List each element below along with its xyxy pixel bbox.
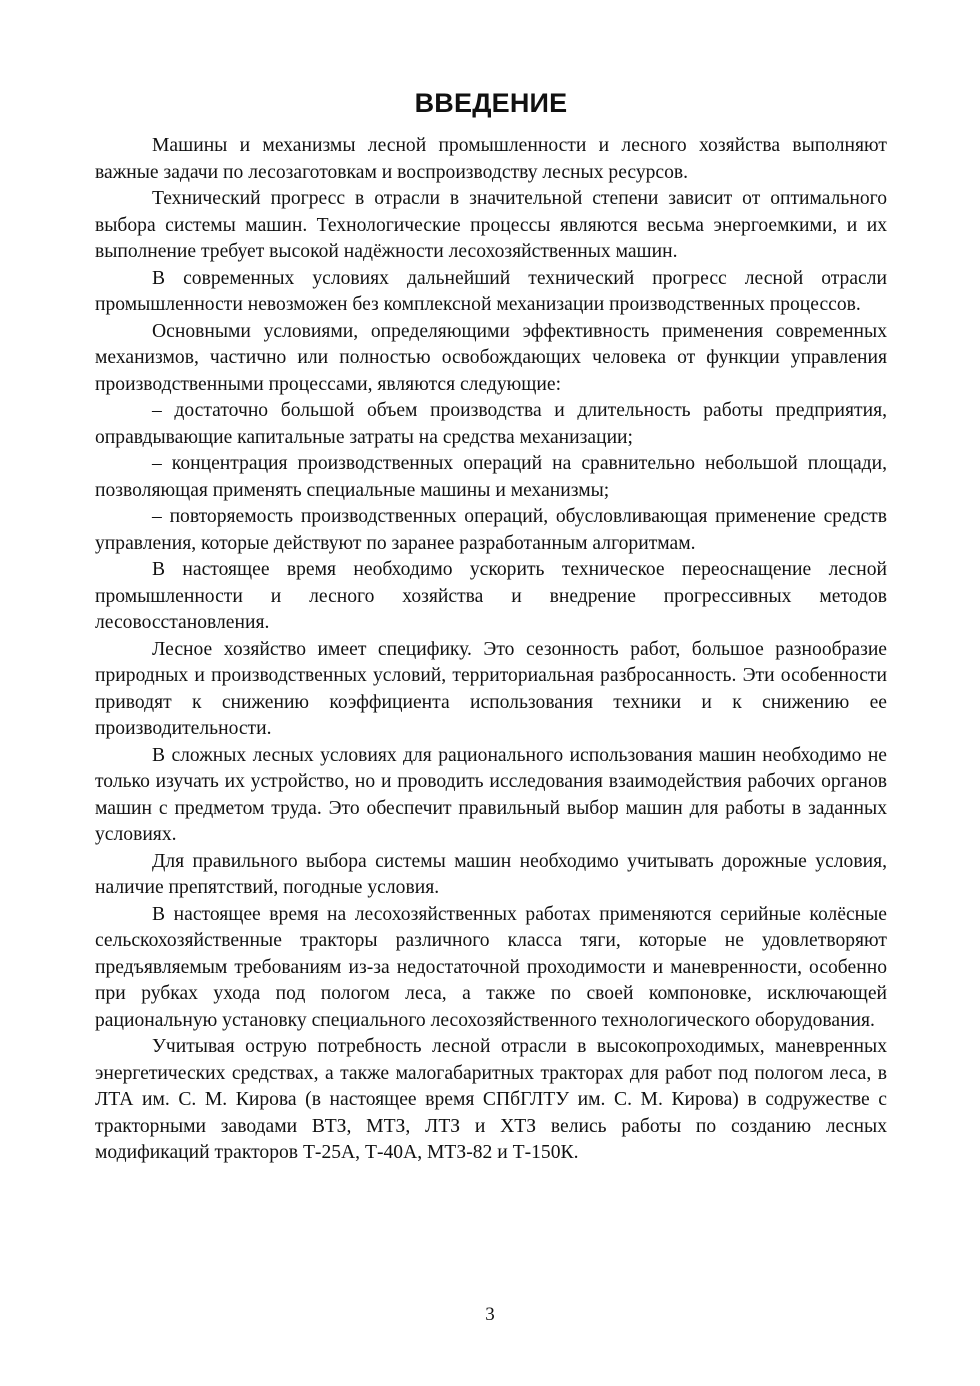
list-item: – повторяемость производственных операций, обусловливающая применение средств управления, которые действуют по заранее разработанным алгоритмам.	[95, 506, 887, 554]
list-item: – концентрация производственных операций на сравнительно небольшой площади, позволяющая применять специальные машины и механизмы;	[95, 453, 887, 501]
paragraph: В современных условиях дальнейший технический прогресс лесной отрасли промышленности невозможен без комплексной механизации производственных процессов.	[95, 267, 887, 315]
body-text	[95, 133, 887, 1167]
paragraph: Технический прогресс в отрасли в значительной степени зависит от оптимального выбора системы машин. Технологические процессы являются весьма энергоемкими, и их выполнение требует высокой надёжности лесохозяйственных машин.	[95, 188, 887, 262]
paragraph: В настоящее время необходимо ускорить техническое переоснащение лесной промышленности и лесного хозяйства и внедрение прогрессивных методов лесовосстановления.	[95, 559, 887, 633]
list-item: – достаточно большой объем производства и длительность работы предприятия, оправдывающие капитальные затраты на средства механизации;	[95, 400, 887, 448]
paragraph: Основными условиями, определяющими эффективность применения современных механизмов, частично или полностью освобождающих человека от функции управления производственными процессами, являются следующие:	[95, 320, 887, 395]
paragraph: Для правильного выбора системы машин необходимо учитывать дорожные условия, наличие препятствий, погодные условия.	[95, 850, 887, 898]
paragraph: В настоящее время на лесохозяйственных работах применяются серийные колёсные сельскохозяйственные тракторы различного класса тяги, которые не удовлетворяют предъявляемым требованиям из-за недостаточной проходимости и маневренности, особенно при рубках ухода под пологом леса, а также по своей компоновке, исключающей рациональную установку специального лесохозяйственного технологического оборудования.	[95, 903, 887, 1031]
page-title: ВВЕДЕНИЕ	[414, 88, 568, 118]
paragraph: Учитывая острую потребность лесной отрасли в высокопроходимых, маневренных энергетических средствах, а также малогабаритных тракторах для работ под пологом леса, в ЛТА им. С. М. Кирова (в настоящее время СПбГЛТУ им. С. М. Кирова) в содружестве с тракторными заводами ВТЗ, МТЗ, ЛТЗ и ХТЗ велись работы по созданию лесных модификаций тракторов Т-25А, Т-40А, МТЗ-82 и Т-150К.	[95, 1036, 887, 1163]
paragraph: В сложных лесных условиях для рационального использования машин необходимо не только изучать их устройство, но и проводить исследования взаимодействия рабочих органов машин с предметом труда. Это обеспечит правильный выбор машин для работы в заданных условиях.	[95, 744, 887, 845]
paragraph: Машины и механизмы лесной промышленности и лесного хозяйства выполняют важные задачи по лесозаготовкам и воспроизводству лесных ресурсов.	[95, 135, 887, 183]
page-number: 3	[485, 1304, 495, 1325]
paragraph: Лесное хозяйство имеет специфику. Это сезонность работ, большое разнообразие природных и производственных условий, территориальная разбросанность. Эти особенности приводят к снижению коэффициента использования техники и к снижению ее производительности.	[95, 638, 887, 739]
document-page	[95, 88, 887, 1167]
